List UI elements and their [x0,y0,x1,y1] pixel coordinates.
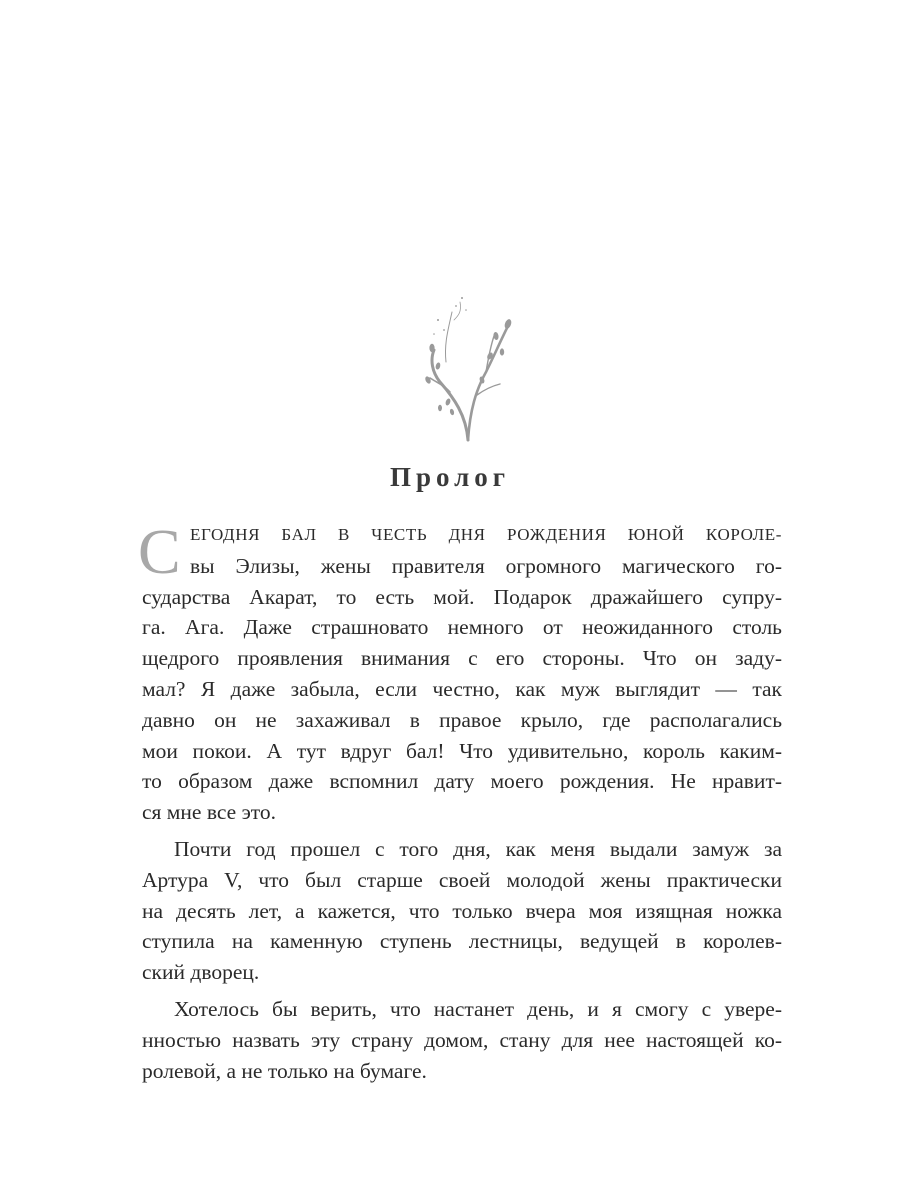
text-line: давно он не захаживал в правое крыло, где располагались [142,707,782,732]
first-line: ЕГОДНЯ БАЛ В ЧЕСТЬ ДНЯ РОЖДЕНИЯ ЮНОЙ КОРОЛЕ- [190,525,782,544]
drop-cap: С [138,516,181,587]
text-line: сударства Акарат, то есть мой. Подарок дражайшего супру- [142,584,782,609]
text-line: на десять лет, а кажется, что только вчера моя изящная ножка [142,898,782,923]
body-text [138,516,782,1086]
text-line: нностью назвать эту страну домом, стану для нее настоящей ко- [142,1027,782,1052]
text-line: ролевой, а не только на бумаге. [142,1058,427,1083]
floral-ornament-icon [410,290,520,450]
text-line: га. Ага. Даже страшновато немного от неожиданного столь [142,615,782,640]
text-line: ступила на каменную ступень лестницы, ведущей в королев- [142,929,782,954]
paragraph-2 [142,834,782,988]
text-line: то образом даже вспомнил дату моего рождения. Не нравит- [142,769,782,794]
text-line: мал? Я даже забыла, если честно, как муж выглядит — так [142,676,782,701]
text-line: Хотелось бы верить, что настанет день, и я смогу с увере- [174,996,782,1021]
paragraph-1 [142,551,782,828]
text-line: щедрого проявления внимания с его стороны. Что он заду- [142,646,782,671]
text-line: ся мне все это. [142,800,277,825]
chapter-title: Пролог [389,462,511,492]
text-line: вы Элизы, жены правителя огромного магического го- [190,553,782,578]
text-line: мои покои. А тут вдруг бал! Что удивительно, король каким- [142,738,782,763]
paragraph-3 [142,994,782,1086]
text-line: Почти год прошел с того дня, как меня выдали замуж за [174,836,782,861]
text-line: Артура V, что был старше своей молодой жены практически [142,867,782,892]
text-line: ский дворец. [142,960,260,985]
